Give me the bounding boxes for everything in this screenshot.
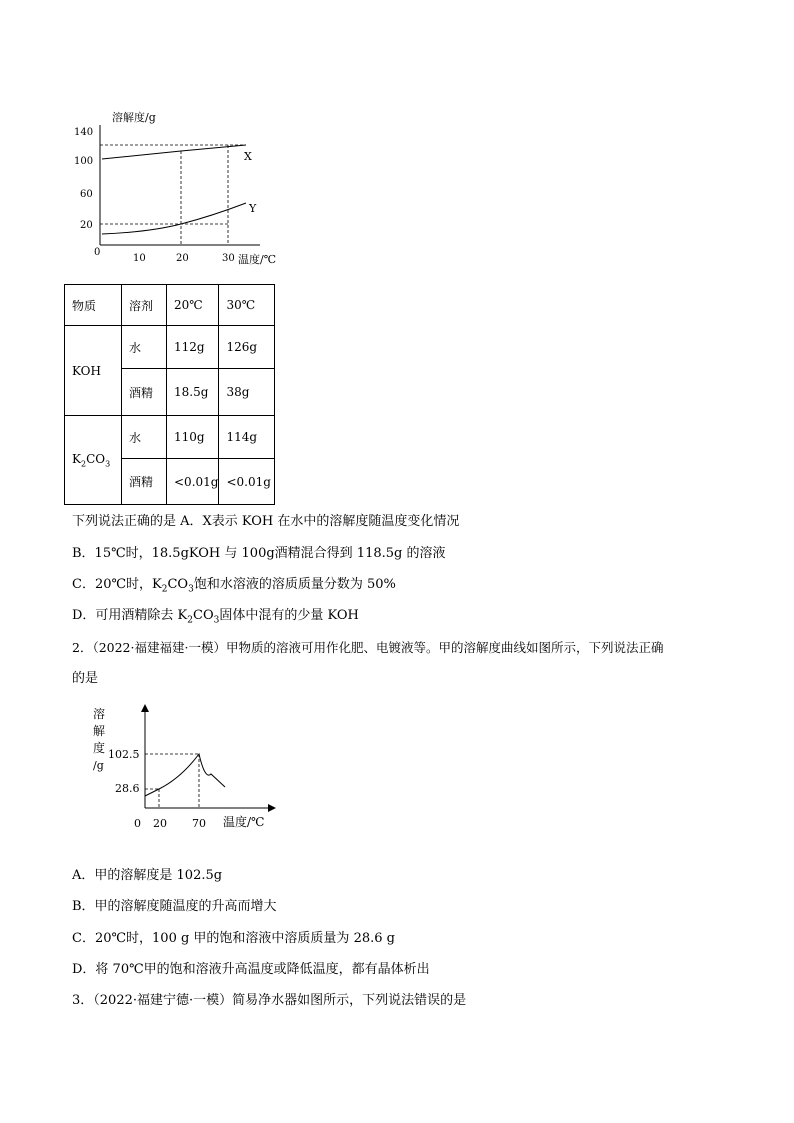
solubility-table: [64, 284, 275, 505]
formula-co: CO: [86, 451, 106, 466]
table-value-cell: 38g: [219, 369, 275, 416]
q2-option-a: A．甲的溶解度是 102.5g: [72, 868, 223, 883]
table-solvent-cell: 酒精: [122, 459, 167, 505]
table-solvent-cell: 水: [122, 416, 167, 459]
chart1-series-label-x: X: [244, 150, 252, 163]
chart1-y-tick: 140: [74, 127, 94, 138]
table-value-cell: 126g: [219, 326, 275, 369]
table-solvent-cell: 水: [122, 326, 167, 369]
q1-option-d-pre: D．可用酒精除去 K: [72, 608, 188, 623]
chart2-curve: [145, 754, 225, 796]
table-substance-cell: [65, 416, 122, 505]
chart2-y-label-char: /g: [93, 759, 104, 772]
q2-option-c: C．20℃时，100 g 甲的饱和溶液中溶质质量为 28.6 g: [72, 931, 395, 946]
chart1-x-tick: 20: [176, 253, 189, 264]
chart2-x-tick: 0: [134, 817, 141, 830]
formula-sub: 3: [105, 459, 111, 469]
q2-option-b: B．甲的溶解度随温度的升高而增大: [72, 899, 277, 914]
chart2-y-label-char: 解: [93, 724, 106, 738]
formula-co: CO: [193, 608, 214, 623]
table-header-cell: 溶剂: [122, 285, 167, 326]
table-value-cell: <0.01g: [167, 459, 219, 505]
chart2-y-tick: 28.6: [115, 782, 140, 795]
formula-sub: 3: [213, 615, 220, 626]
formula-co: CO: [167, 577, 189, 592]
solubility-chart-1: [60, 105, 300, 270]
table-row: [65, 326, 275, 369]
chart2-y-label-char: 度: [93, 741, 106, 755]
chart2-y-tick: 102.5: [108, 748, 140, 761]
table-header-cell: 物质: [65, 285, 122, 326]
q1-option-c-post: 饱和水溶液的溶质质量分数为 50%: [193, 577, 396, 592]
q2-stem-line-2: 的是: [72, 671, 99, 686]
chart1-curve-y: [102, 203, 246, 234]
chart2-x-tick: 70: [192, 817, 206, 830]
chart1-series-label-y: Y: [249, 202, 257, 215]
table-header-cell: 30℃: [219, 285, 275, 326]
formula-sub: 2: [187, 615, 194, 626]
table-row: [65, 416, 275, 459]
chart1-y-tick: 0: [94, 247, 101, 258]
q3-stem: 3．（2022·福建宁德·一模）简易净水器如图所示，下列说法错误的是: [72, 993, 467, 1008]
formula-sub: 2: [80, 459, 87, 469]
chart1-x-tick: 30: [222, 253, 235, 264]
q1-option-b: B．15℃时，18.5gKOH 与 100g酒精混合得到 118.5g 的溶液: [72, 546, 446, 561]
formula-k: K: [72, 451, 81, 466]
chart1-y-tick: 20: [80, 220, 93, 231]
formula-sub: 3: [188, 584, 194, 595]
solubility-chart-2: [85, 700, 285, 835]
chart2-x-tick: 20: [153, 817, 167, 830]
q1-option-d: [72, 607, 359, 630]
table-value-cell: 110g: [167, 416, 219, 459]
formula-sub: 2: [161, 584, 168, 595]
table-substance-cell: KOH: [65, 326, 122, 416]
q1-option-a: 下列说法正确的是 A．X表示 KOH 在水中的溶解度随温度变化情况: [72, 514, 460, 529]
q2-option-d: D．将 70℃甲的饱和溶液升高温度或降低温度，都有晶体析出: [72, 962, 430, 977]
chart1-y-label: 溶解度/g: [112, 111, 156, 124]
table-value-cell: 112g: [167, 326, 219, 369]
table-value-cell: 114g: [219, 416, 275, 459]
q1-option-d-post: 固体中混有的少量 KOH: [219, 608, 359, 623]
table-header-cell: 20℃: [167, 285, 219, 326]
chart1-curve-x: [102, 145, 246, 159]
table-header-row: [65, 285, 275, 326]
chart1-x-label: 温度/℃: [238, 253, 277, 266]
chart1-x-tick: 10: [133, 253, 146, 264]
chart1-y-tick: 100: [74, 156, 94, 167]
chart1-y-tick: 60: [80, 189, 93, 200]
table-solvent-cell: 酒精: [122, 369, 167, 416]
q1-option-c-pre: C．20℃时，K: [72, 577, 162, 592]
q1-option-c: [72, 576, 396, 599]
chart2-x-label: 温度/℃: [223, 815, 265, 829]
table-value-cell: 18.5g: [167, 369, 219, 416]
chart2-y-label-char: 溶: [93, 707, 106, 721]
q2-stem-line-1: 2．（2022·福建福建·一模）甲物质的溶液可用作化肥、电镀液等。甲的溶解度曲线如图所示，下列说法正确: [72, 640, 664, 655]
table-value-cell: <0.01g: [219, 459, 275, 505]
